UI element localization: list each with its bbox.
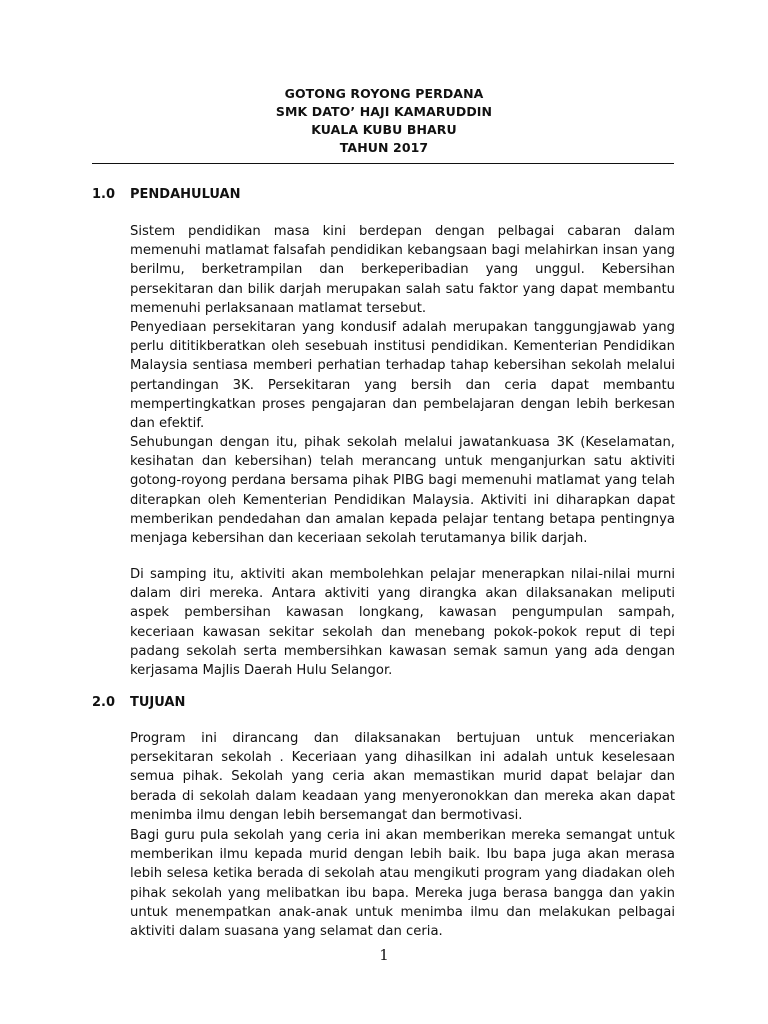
header-school: SMK DATO’ HAJI KAMARUDDIN — [275, 104, 493, 119]
section-title: TUJUAN — [130, 695, 186, 710]
document-header — [0, 85, 768, 157]
section-heading-pendahuluan — [92, 186, 241, 204]
paragraph: Sehubungan dengan itu, pihak sekolah melalui jawatankuasa 3K (Keselamatan, kesihatan dan kebersihan) telah merancang untuk menganjurkan satu aktiviti gotong-royong perdana bersama pihak PIBG bagi memenuhi matlamat yang telah diterapkan oleh Kementerian Pendidikan Malaysia. Aktiviti ini diharapkan dapat memberikan pendedahan dan amalan kepada pelajar tentang betapa pentingnya menjaga kebersihan dan keceriaan sekolah terutamanya bilik darjah. — [130, 435, 675, 547]
paragraph: Sistem pendidikan masa kini berdepan dengan pelbagai cabaran dalam memenuhi matlamat falsafah pendidikan kebangsaan bagi melahirkan insan yang berilmu, berketrampilan dan berkeperibadian yang unggul. Kebersihan persekitaran dan bilik darjah merupakan salah satu faktor yang dapat membantu memenuhi perlaksanaan matlamat tersebut. — [130, 224, 675, 316]
paragraph: Program ini dirancang dan dilaksanakan bertujuan untuk menceriakan persekitaran sekolah . Keceriaan yang dihasilkan ini adalah untuk keselesaan semua pihak. Sekolah yang ceria akan memastikan murid dapat belajar dan berada di sekolah dalam keadaan yang menyeronokkan dan mereka akan dapat menimba ilmu dengan lebih bersemangat dan bermotivasi. — [130, 731, 675, 823]
paragraph: Di samping itu, aktiviti akan membolehkan pelajar menerapkan nilai-nilai murni dalam diri mereka. Antara aktiviti yang dirangka akan dilaksanakan meliputi aspek pembersihan kawasan longkang, kawasan pengumpulan sampah, keceriaan kawasan sekitar sekolah dan menebang pokok-pokok reput di tepi padang sekolah serta membersihkan kawasan semak samun yang ada dengan kerjasama Majlis Daerah Hulu Selangor. — [130, 567, 675, 679]
header-year: TAHUN 2017 — [339, 140, 429, 155]
header-title: GOTONG ROYONG PERDANA — [284, 86, 484, 101]
page-number: 1 — [379, 946, 389, 964]
header-divider — [92, 163, 674, 164]
section-number: 2.0 — [92, 695, 116, 710]
section-heading-tujuan — [92, 694, 185, 712]
paragraph: Bagi guru pula sekolah yang ceria ini akan memberikan mereka semangat untuk memberikan ilmu kepada murid dengan lebih baik. Ibu bapa juga akan merasa lebih selesa ketika berada di sekolah atau mengikuti program yang diadakan oleh pihak sekolah yang melibatkan ibu bapa. Mereka juga berasa bangga dan yakin untuk menempatkan anak-anak untuk menimba ilmu dan melakukan pelbagai aktiviti dalam suasana yang selamat dan ceria. — [130, 828, 675, 940]
section-title: PENDAHULUAN — [130, 187, 241, 202]
paragraph: Penyediaan persekitaran yang kondusif adalah merupakan tanggungjawab yang perlu dititikberatkan oleh sesebuah institusi pendidikan. Kementerian Pendidikan Malaysia sentiasa memberi perhatian terhadap tahap kebersihan sekolah melalui pertandingan 3K. Persekitaran yang bersih dan ceria dapat membantu mempertingkatkan proses pengajaran dan pembelajaran dengan lebih berkesan dan efektif. — [130, 320, 675, 432]
header-location: KUALA KUBU BHARU — [311, 122, 457, 137]
section-number: 1.0 — [92, 187, 116, 202]
